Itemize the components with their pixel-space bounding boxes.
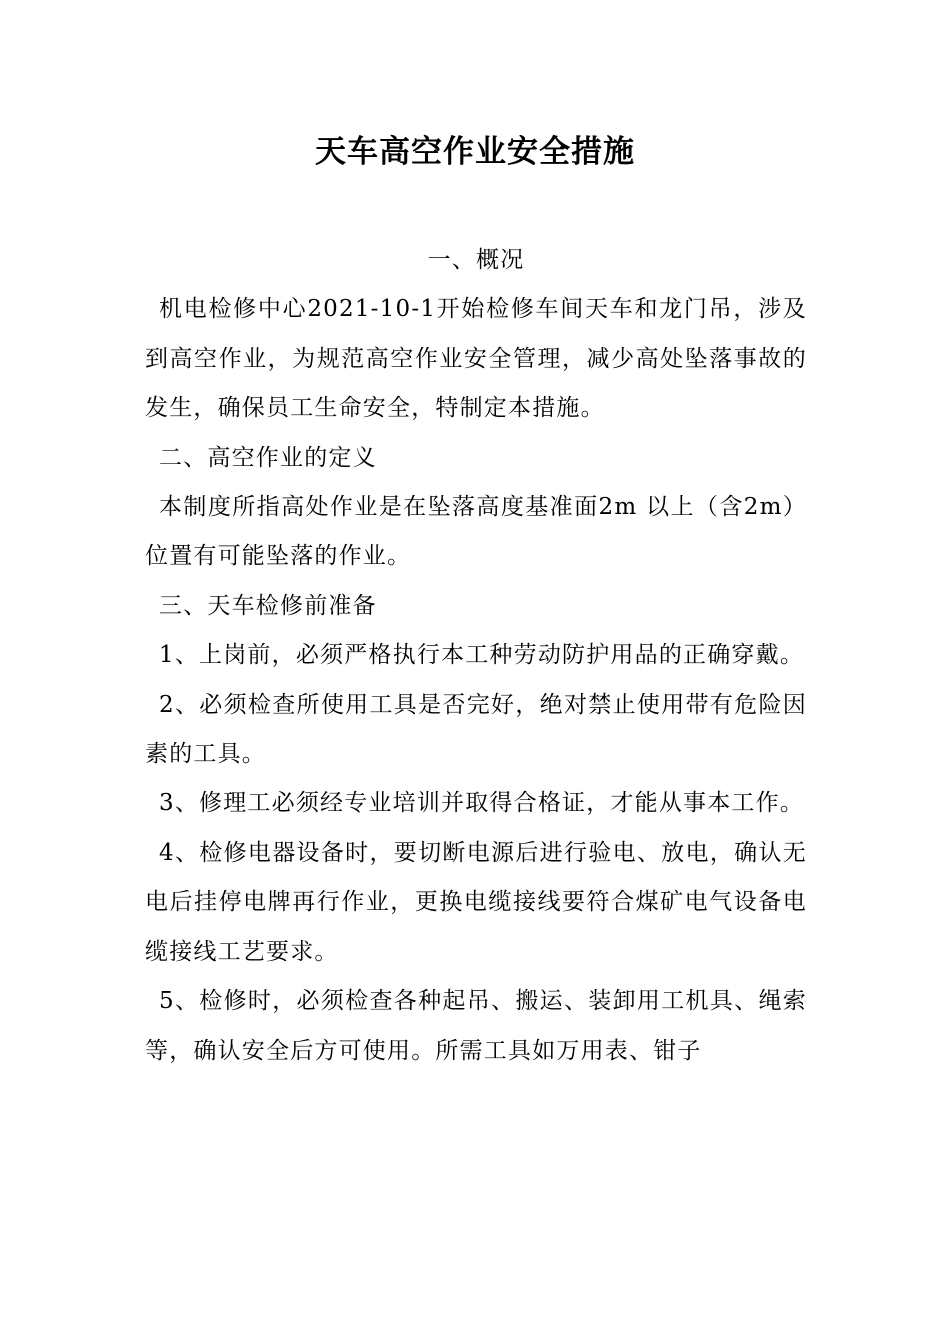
section-heading-preparation: 三、天车检修前准备 [159,592,377,619]
list-item: 1、上岗前，必须严格执行本工种劳动防护用品的正确穿戴。 [159,642,805,669]
list-item: 3、修理工必须经专业培训并取得合格证，才能从事本工作。 [159,790,805,817]
section-heading-definition: 二、高空作业的定义 [159,444,377,471]
list-item: 4、检修电器设备时，要切断电源后进行验电、放电，确认无电后挂停电牌再行作业，更换电缆接线要符合煤矿电气设备电缆接线工艺要求。 [145,839,807,965]
paragraph-definition: 本制度所指高处作业是在坠落高度基准面2m 以上（含2m）位置有可能坠落的作业。 [145,494,807,570]
paragraph-overview: 机电检修中心2021-10-1开始检修车间天车和龙门吊，涉及到高空作业，为规范高空作业安全管理，减少高处坠落事故的发生，确保员工生命安全，特制定本措施。 [145,296,807,422]
list-item: 2、必须检查所使用工具是否完好，绝对禁止使用带有危险因素的工具。 [145,691,807,768]
document-title: 天车高空作业安全措施 [315,134,635,170]
document-body [145,236,807,1076]
section-heading-overview: 一、概况 [427,247,525,273]
list-item: 5、检修时，必须检查各种起吊、搬运、装卸用工机具、绳索等，确认安全后方可使用。所需工具如万用表、钳子 [145,988,807,1064]
